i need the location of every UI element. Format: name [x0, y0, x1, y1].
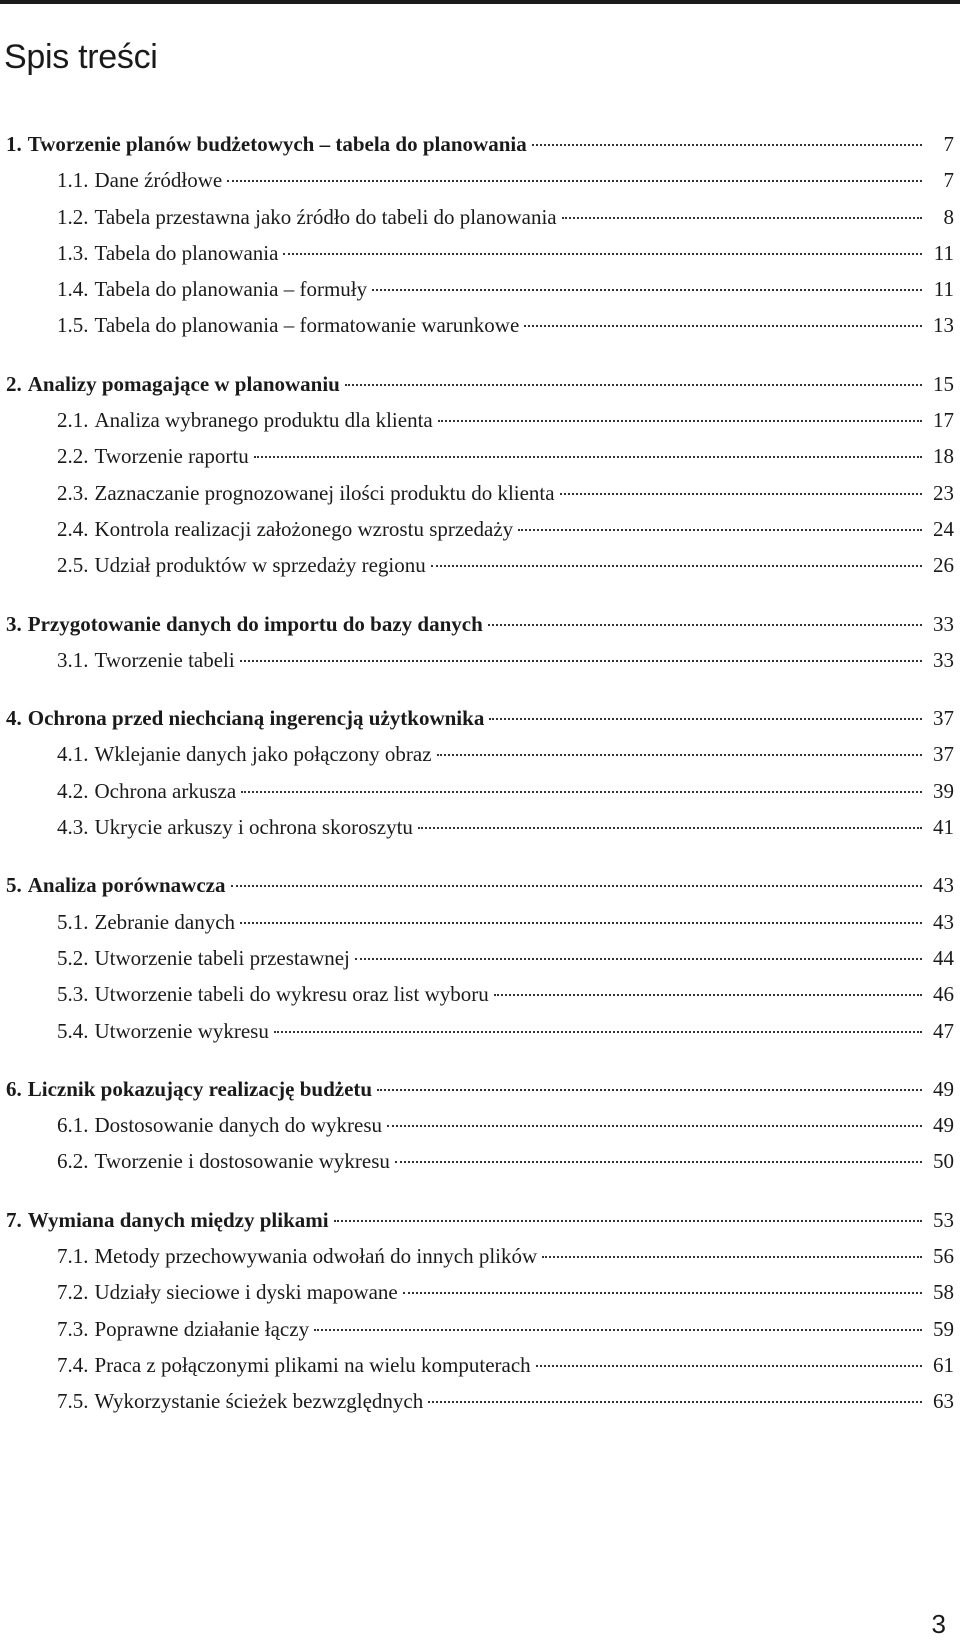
entry-page-number: 43	[933, 909, 954, 934]
toc-section-entry[interactable]	[6, 1274, 954, 1310]
toc-chapter-group	[6, 1202, 954, 1420]
entry-title: Tabela do planowania – formuły	[94, 277, 368, 302]
entry-page-number: 24	[933, 516, 954, 541]
toc-chapter-entry[interactable]	[6, 700, 954, 736]
entry-page-number: 49	[933, 1113, 954, 1138]
entry-number: 6.2.	[57, 1149, 89, 1174]
toc-section-entry[interactable]	[6, 1383, 954, 1419]
entry-title: Dostosowanie danych do wykresu	[94, 1113, 383, 1138]
dot-leader	[562, 217, 922, 219]
entry-page-number: 47	[933, 1018, 954, 1043]
dot-leader	[387, 1125, 922, 1127]
dot-leader	[241, 791, 922, 793]
toc-section-entry[interactable]	[6, 1143, 954, 1179]
entry-title: Wklejanie danych jako połączony obraz	[94, 742, 432, 767]
dot-leader	[560, 493, 922, 495]
toc-section-entry[interactable]	[6, 940, 954, 976]
entry-title: Utworzenie tabeli przestawnej	[94, 945, 350, 970]
toc-section-entry[interactable]	[6, 809, 954, 845]
toc-section-entry[interactable]	[6, 307, 954, 343]
dot-leader	[438, 420, 922, 422]
toc-section-entry[interactable]	[6, 199, 954, 235]
dot-leader	[518, 529, 922, 531]
dot-leader	[431, 565, 922, 567]
entry-page-number: 26	[933, 553, 954, 578]
entry-page-number: 13	[933, 313, 954, 338]
entry-number: 2.5.	[57, 553, 89, 578]
dot-leader	[314, 1329, 922, 1331]
toc-section-entry[interactable]	[6, 547, 954, 583]
entry-title: Ochrona arkusza	[94, 778, 237, 803]
toc-section-entry[interactable]	[6, 773, 954, 809]
entry-title: Tworzenie planów budżetowych – tabela do planowania	[27, 132, 527, 156]
entry-number: 1.4.	[57, 277, 89, 302]
dot-leader	[418, 827, 922, 829]
entry-page-number: 49	[933, 1076, 954, 1101]
page-number: 3	[931, 1609, 946, 1639]
toc-chapter-group	[6, 606, 954, 679]
entry-number: 5.3.	[57, 982, 89, 1007]
dot-leader	[536, 1365, 922, 1367]
entry-number: 2.	[6, 371, 22, 396]
entry-title: Tworzenie raportu	[94, 444, 249, 469]
entry-title: Metody przechowywania odwołań do innych plików	[94, 1244, 538, 1269]
entry-number: 7.5.	[57, 1389, 89, 1414]
entry-title: Dane źródłowe	[94, 168, 223, 193]
entry-page-number: 41	[933, 815, 954, 840]
dot-leader	[227, 180, 922, 182]
entry-title: Praca z połączonymi plikami na wielu komputerach	[94, 1352, 531, 1377]
entry-title: Tabela przestawna jako źródło do tabeli do planowania	[94, 204, 557, 229]
entry-title: Analiza porównawcza	[27, 873, 226, 898]
entry-title: Udziały sieciowe i dyski mapowane	[94, 1280, 398, 1305]
entry-title: Ochrona przed niechcianą ingerencją użytkownika	[27, 706, 485, 731]
entry-title: Kontrola realizacji założonego wzrostu sprzedaży	[94, 516, 514, 541]
entry-page-number: 37	[933, 742, 954, 767]
entry-title: Ukrycie arkuszy i ochrona skoroszytu	[94, 815, 413, 840]
entry-number: 1.1.	[57, 168, 89, 193]
entry-page-number: 7	[943, 168, 954, 193]
dot-leader	[231, 885, 923, 887]
entry-title: Poprawne działanie łączy	[94, 1316, 310, 1341]
entry-title: Wymiana danych między plikami	[27, 1207, 329, 1232]
dot-leader	[355, 958, 922, 960]
entry-page-number: 11	[933, 277, 954, 302]
entry-page-number: 39	[933, 778, 954, 803]
entry-title: Analizy pomagające w planowaniu	[27, 371, 340, 396]
dot-leader	[254, 456, 922, 458]
entry-number: 4.3.	[57, 815, 89, 840]
dot-leader	[240, 922, 922, 924]
entry-page-number: 18	[933, 444, 954, 469]
dot-leader	[345, 384, 922, 386]
toc-chapter-entry[interactable]	[6, 1071, 954, 1107]
entry-title: Zebranie danych	[94, 909, 236, 934]
entry-title: Zaznaczanie prognozowanej ilości produktu do klienta	[94, 480, 555, 505]
entry-page-number: 56	[933, 1244, 954, 1269]
entry-number: 7.1.	[57, 1244, 89, 1269]
entry-number: 6.1.	[57, 1113, 89, 1138]
toc-section-entry[interactable]	[6, 904, 954, 940]
toc-section-entry[interactable]	[6, 511, 954, 547]
toc-chapter-entry[interactable]	[6, 606, 954, 642]
dot-leader	[274, 1031, 922, 1033]
toc-section-entry[interactable]	[6, 736, 954, 772]
dot-leader	[524, 325, 922, 327]
toc-chapter-entry[interactable]	[6, 1202, 954, 1238]
entry-page-number: 8	[943, 204, 954, 229]
entry-title: Utworzenie wykresu	[94, 1018, 269, 1043]
toc-section-entry[interactable]	[6, 402, 954, 438]
entry-page-number: 63	[933, 1389, 954, 1414]
entry-number: 1.3.	[57, 240, 89, 265]
toc-section-entry[interactable]	[6, 1238, 954, 1274]
toc-chapter-entry[interactable]	[6, 126, 954, 162]
entry-number: 7.	[6, 1207, 22, 1232]
entry-page-number: 46	[933, 982, 954, 1007]
entry-title: Przygotowanie danych do importu do bazy danych	[27, 611, 483, 636]
entry-title: Analiza wybranego produktu dla klienta	[94, 408, 433, 433]
entry-number: 4.1.	[57, 742, 89, 767]
entry-number: 2.4.	[57, 516, 89, 541]
entry-number: 1.	[6, 132, 22, 156]
entry-number: 6.	[6, 1076, 22, 1101]
entry-number: 7.3.	[57, 1316, 89, 1341]
entry-number: 3.	[6, 611, 22, 636]
page-title: Spis treści	[4, 38, 158, 76]
dot-leader	[283, 253, 922, 255]
entry-title: Udział produktów w sprzedaży regionu	[94, 553, 426, 578]
entry-number: 1.2.	[57, 204, 89, 229]
toc-section-entry[interactable]	[6, 1347, 954, 1383]
toc-section-entry[interactable]	[6, 642, 954, 678]
entry-page-number: 33	[933, 611, 954, 636]
toc-section-entry[interactable]	[6, 1107, 954, 1143]
dot-leader	[532, 144, 922, 146]
entry-page-number: 43	[933, 873, 954, 898]
entry-number: 4.	[6, 706, 22, 731]
toc-chapter-group	[6, 700, 954, 845]
entry-title: Utworzenie tabeli do wykresu oraz list wyboru	[94, 982, 489, 1007]
toc-chapter-group	[6, 1071, 954, 1180]
entry-page-number: 33	[933, 647, 954, 672]
toc-section-entry[interactable]	[6, 1013, 954, 1049]
toc-section-entry[interactable]	[6, 271, 954, 307]
entry-page-number: 61	[933, 1352, 954, 1377]
entry-title: Tworzenie tabeli	[94, 647, 235, 672]
entry-title: Wykorzystanie ścieżek bezwzględnych	[94, 1389, 424, 1414]
entry-page-number: 53	[933, 1207, 954, 1232]
toc-section-entry[interactable]	[6, 235, 954, 271]
toc-chapter-group	[6, 366, 954, 584]
entry-page-number: 58	[933, 1280, 954, 1305]
entry-title: Tabela do planowania – formatowanie warunkowe	[94, 313, 520, 338]
entry-number: 5.1.	[57, 909, 89, 934]
top-rule	[0, 0, 960, 4]
entry-number: 5.4.	[57, 1018, 89, 1043]
entry-page-number: 59	[933, 1316, 954, 1341]
toc-section-entry[interactable]	[6, 1311, 954, 1347]
entry-page-number: 11	[933, 240, 954, 265]
dot-leader	[334, 1220, 922, 1222]
entry-title: Licznik pokazujący realizację budżetu	[27, 1076, 373, 1101]
dot-leader	[488, 624, 922, 626]
dot-leader	[240, 660, 922, 662]
entry-number: 2.3.	[57, 480, 89, 505]
dot-leader	[395, 1161, 922, 1163]
toc-chapter-group	[6, 126, 954, 344]
entry-number: 5.2.	[57, 945, 89, 970]
entry-title: Tworzenie i dostosowanie wykresu	[94, 1149, 390, 1174]
dot-leader	[372, 289, 922, 291]
entry-page-number: 17	[933, 408, 954, 433]
entry-page-number: 23	[933, 480, 954, 505]
entry-page-number: 7	[943, 132, 954, 156]
entry-page-number: 15	[933, 371, 954, 396]
dot-leader	[489, 718, 922, 720]
dot-leader	[377, 1089, 922, 1091]
dot-leader	[437, 754, 922, 756]
toc-chapter-group	[6, 867, 954, 1048]
entry-number: 3.1.	[57, 647, 89, 672]
entry-number: 5.	[6, 873, 22, 898]
toc-section-entry[interactable]	[6, 976, 954, 1012]
dot-leader	[403, 1292, 922, 1294]
entry-number: 2.1.	[57, 408, 89, 433]
toc-chapter-entry[interactable]	[6, 366, 954, 402]
entry-number: 2.2.	[57, 444, 89, 469]
entry-page-number: 37	[933, 706, 954, 731]
toc-section-entry[interactable]	[6, 475, 954, 511]
dot-leader	[542, 1256, 922, 1258]
entry-page-number: 44	[933, 945, 954, 970]
entry-number: 1.5.	[57, 313, 89, 338]
toc-chapter-entry[interactable]	[6, 867, 954, 903]
entry-number: 7.4.	[57, 1352, 89, 1377]
toc-section-entry[interactable]	[6, 162, 954, 198]
entry-title: Tabela do planowania	[94, 240, 279, 265]
table-of-contents	[6, 126, 954, 1442]
entry-number: 7.2.	[57, 1280, 89, 1305]
dot-leader	[494, 994, 922, 996]
entry-number: 4.2.	[57, 778, 89, 803]
entry-page-number: 50	[933, 1149, 954, 1174]
toc-section-entry[interactable]	[6, 438, 954, 474]
dot-leader	[428, 1401, 922, 1403]
